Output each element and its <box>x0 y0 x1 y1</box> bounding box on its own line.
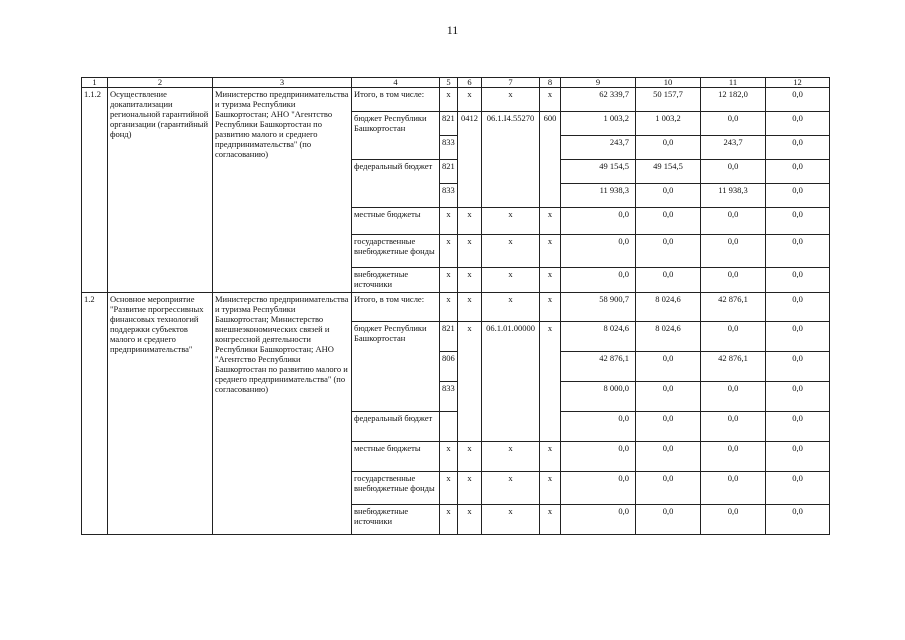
cell: 0,0 <box>766 382 830 412</box>
table-row <box>82 88 830 112</box>
header-cell: 5 <box>440 78 458 88</box>
item-number: 1.1.2 <box>82 88 108 293</box>
cell <box>440 412 458 442</box>
cell: 243,7 <box>561 136 636 160</box>
cell: 11 938,3 <box>561 184 636 208</box>
cell: х <box>440 88 458 112</box>
cell: 0,0 <box>766 505 830 535</box>
cell: 0,0 <box>636 472 701 505</box>
cell: 0,0 <box>636 352 701 382</box>
cell: 0,0 <box>636 442 701 472</box>
cell: х <box>540 472 561 505</box>
cell: 821 <box>440 322 458 352</box>
cell: 8 000,0 <box>561 382 636 412</box>
item-executor: Министерство предпринимательства и туризма Республики Башкортостан; АНО "Агентство Республики Башкортостан по развитию малого и среднего предпринимательства" (по согласованию) <box>213 88 352 293</box>
item-number: 1.2 <box>82 293 108 535</box>
cell: 42 876,1 <box>701 293 766 322</box>
cell: 0,0 <box>636 412 701 442</box>
header-cell: 2 <box>108 78 213 88</box>
header-cell: 6 <box>458 78 482 88</box>
cell: 12 182,0 <box>701 88 766 112</box>
header-cell: 10 <box>636 78 701 88</box>
budget-table <box>81 77 830 535</box>
cell: 0,0 <box>766 208 830 235</box>
funding-source: федеральный бюджет <box>352 160 440 208</box>
cell: 0,0 <box>636 208 701 235</box>
cell: 0,0 <box>701 235 766 268</box>
cell: х <box>440 442 458 472</box>
cell: 0,0 <box>636 235 701 268</box>
cell: х <box>482 268 540 293</box>
funding-source: внебюджетные источники <box>352 505 440 535</box>
table-row <box>82 293 830 322</box>
cell: х <box>482 505 540 535</box>
cell: х <box>540 442 561 472</box>
cell: 0,0 <box>701 472 766 505</box>
cell: х <box>482 293 540 322</box>
cell: 0,0 <box>636 184 701 208</box>
cell: 0,0 <box>701 268 766 293</box>
cell: 833 <box>440 184 458 208</box>
cell: х <box>458 293 482 322</box>
cell: х <box>440 505 458 535</box>
header-cell: 3 <box>213 78 352 88</box>
cell: 0,0 <box>561 442 636 472</box>
cell: х <box>482 472 540 505</box>
cell: 821 <box>440 112 458 136</box>
funding-source: бюджет Республики Башкортостан <box>352 112 440 160</box>
cell: 0,0 <box>701 208 766 235</box>
cell: х <box>458 268 482 293</box>
cell: х <box>482 88 540 112</box>
cell: х <box>540 268 561 293</box>
funding-source: Итого, в том числе: <box>352 88 440 112</box>
cell: 49 154,5 <box>636 160 701 184</box>
cell: 0,0 <box>766 412 830 442</box>
cell: х <box>458 208 482 235</box>
cell: 0,0 <box>636 505 701 535</box>
cell: х <box>440 472 458 505</box>
cell: х <box>540 505 561 535</box>
header-cell: 4 <box>352 78 440 88</box>
cell: 0,0 <box>701 505 766 535</box>
cell: х <box>458 88 482 112</box>
header-cell: 11 <box>701 78 766 88</box>
cell: х <box>482 235 540 268</box>
cell: х <box>540 293 561 322</box>
cell: 0,0 <box>701 322 766 352</box>
cell: 821 <box>440 160 458 184</box>
cell: х <box>482 442 540 472</box>
funding-source: местные бюджеты <box>352 442 440 472</box>
cell: 833 <box>440 382 458 412</box>
cell: 11 938,3 <box>701 184 766 208</box>
cell: х <box>458 322 482 442</box>
cell: 0,0 <box>561 472 636 505</box>
cell: 0,0 <box>766 112 830 136</box>
header-row <box>82 78 830 88</box>
cell: 0,0 <box>561 208 636 235</box>
cell: 0,0 <box>766 442 830 472</box>
cell: х <box>440 208 458 235</box>
cell: 0,0 <box>561 505 636 535</box>
cell: х <box>540 235 561 268</box>
cell: 0,0 <box>701 112 766 136</box>
cell: 0,0 <box>636 268 701 293</box>
cell: 49 154,5 <box>561 160 636 184</box>
cell: х <box>440 293 458 322</box>
cell: х <box>458 505 482 535</box>
cell: х <box>458 235 482 268</box>
cell: х <box>440 268 458 293</box>
page-number: 11 <box>446 23 459 37</box>
cell: 0,0 <box>701 160 766 184</box>
cell: х <box>458 442 482 472</box>
cell: 0,0 <box>561 235 636 268</box>
cell: 58 900,7 <box>561 293 636 322</box>
cell: х <box>540 208 561 235</box>
cell: 0,0 <box>561 412 636 442</box>
cell: 0,0 <box>636 136 701 160</box>
cell: 0,0 <box>766 472 830 505</box>
cell: 0412 <box>458 112 482 208</box>
cell: х <box>458 472 482 505</box>
funding-source: федеральный бюджет <box>352 412 440 442</box>
cell: 0,0 <box>636 382 701 412</box>
cell: 0,0 <box>701 382 766 412</box>
funding-source: внебюджетные источники <box>352 268 440 293</box>
cell: 833 <box>440 136 458 160</box>
cell: 1 003,2 <box>561 112 636 136</box>
cell: 806 <box>440 352 458 382</box>
cell: 8 024,6 <box>561 322 636 352</box>
cell: 0,0 <box>701 442 766 472</box>
cell: 0,0 <box>766 136 830 160</box>
cell: 62 339,7 <box>561 88 636 112</box>
cell: х <box>540 322 561 442</box>
cell: 0,0 <box>766 322 830 352</box>
cell: 42 876,1 <box>561 352 636 382</box>
funding-source: бюджет Республики Башкортостан <box>352 322 440 412</box>
cell: х <box>540 88 561 112</box>
cell: 06.1.01.00000 <box>482 322 540 442</box>
funding-source: государственные внебюджетные фонды <box>352 235 440 268</box>
funding-source: государственные внебюджетные фонды <box>352 472 440 505</box>
cell: 243,7 <box>701 136 766 160</box>
cell: 0,0 <box>561 268 636 293</box>
header-cell: 9 <box>561 78 636 88</box>
cell: 8 024,6 <box>636 322 701 352</box>
cell: 0,0 <box>701 412 766 442</box>
cell: 0,0 <box>766 160 830 184</box>
cell: 0,0 <box>766 352 830 382</box>
header-cell: 12 <box>766 78 830 88</box>
funding-source: местные бюджеты <box>352 208 440 235</box>
header-cell: 1 <box>82 78 108 88</box>
header-cell: 8 <box>540 78 561 88</box>
cell: х <box>482 208 540 235</box>
header-cell: 7 <box>482 78 540 88</box>
cell: 06.1.І4.55270 <box>482 112 540 208</box>
funding-source: Итого, в том числе: <box>352 293 440 322</box>
cell: 0,0 <box>766 88 830 112</box>
item-name: Основное мероприятие "Развитие прогрессивных финансовых технологий поддержки субъектов малого и среднего предпринимательства" <box>108 293 213 535</box>
cell: 0,0 <box>766 235 830 268</box>
cell: 42 876,1 <box>701 352 766 382</box>
cell: 0,0 <box>766 268 830 293</box>
item-executor: Министерство предпринимательства и туризма Республики Башкортостан; Министерство внешнеэкономических связей и конгрессной деятельности Республики Башкортостан; АНО "Агентство Республики Башкортостан по развитию малого и среднего предпринимательства" (по согласованию) <box>213 293 352 535</box>
cell: х <box>440 235 458 268</box>
cell: 0,0 <box>766 184 830 208</box>
cell: 8 024,6 <box>636 293 701 322</box>
cell: 1 003,2 <box>636 112 701 136</box>
cell: 0,0 <box>766 293 830 322</box>
item-name: Осуществление докапитализации региональной гарантийной организации (гарантийный фонд) <box>108 88 213 293</box>
cell: 600 <box>540 112 561 208</box>
cell: 50 157,7 <box>636 88 701 112</box>
